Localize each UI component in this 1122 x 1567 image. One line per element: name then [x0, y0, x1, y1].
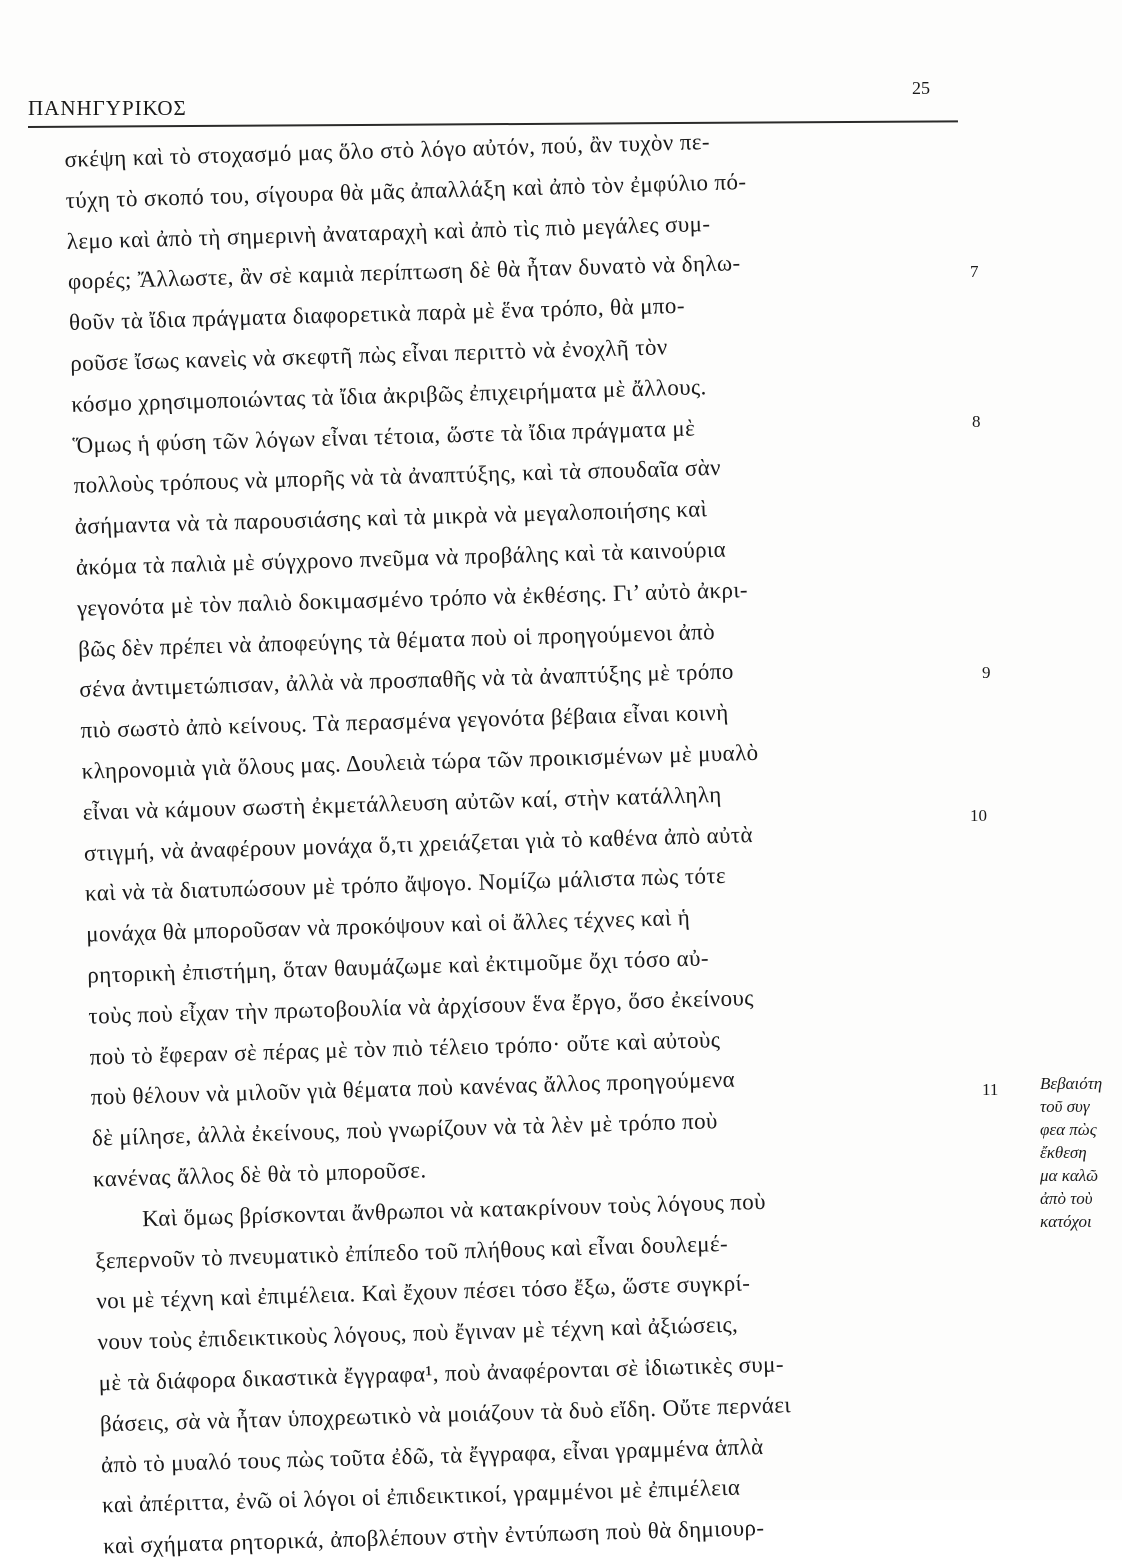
section-number: 11: [982, 1080, 999, 1099]
text-line: λεμο καὶ ἀπὸ τὴ σημερινὴ ἀναταραχὴ καὶ ἀπὸ τὶς πιὸ μεγάλες συμ-: [66, 210, 711, 254]
text-line: νοι μὲ τέχνη καὶ ἐπιμέλεια. Καὶ ἔχουν πέσει τόσο ἔξω, ὥστε συγκρί-: [96, 1270, 751, 1314]
text-line: ρητορικὴ ἐπιστήμη, ὅταν θαυμάζωμε καὶ ἐκτιμοῦμε ὄχι τόσο αὐ-: [86, 945, 710, 988]
text-line: εἶναι νὰ κάμουν σωστὴ ἐκμετάλλευση αὐτῶν καί, στὴν κατάλληλη: [82, 781, 722, 825]
text-line: κόσμο χρησιμοποιώντας τὰ ἴδια ἀκριβῶς ἐπιχειρήματα μὲ ἄλλους.: [71, 373, 707, 417]
text-line: βῶς δὲν πρέπει νὰ ἀποφεύγης τὰ θέματα ποὺ οἱ προηγούμενοι ἀπὸ: [77, 618, 716, 662]
margin-note-line: φεα πὼς: [1040, 1120, 1097, 1139]
margin-note-line: ἀπὸ τοὺ: [1040, 1189, 1093, 1208]
text-line: τοὺς ποὺ εἶχαν τὴν πρωτοβουλία νὰ ἀρχίσουν ἕνα ἔργο, ὅσο ἐκείνους: [88, 984, 755, 1029]
text-line: στιγμή, νὰ ἀναφέρουν μονάχα ὅ,τι χρειάζεται γιὰ τὸ καθένα ἀπὸ αὐτὰ: [83, 821, 754, 866]
section-number: 9: [982, 663, 991, 682]
body-text: [64, 115, 1014, 1567]
margin-note-line: Βεβαιότη: [1040, 1074, 1103, 1093]
section-number: 10: [970, 806, 987, 825]
text-line: μὲ τὰ διάφορα δικαστικὰ ἔγγραφα¹, ποὺ ἀναφέρονται σὲ ἰδιωτικὲς συμ-: [98, 1351, 785, 1396]
text-line: γεγονότα μὲ τὸν παλιὸ δοκιμασμένο τρόπο νὰ ἐκθέσης. Γι’ αὐτὸ ἀκρι-: [76, 576, 749, 621]
text-line: πολλοὺς τρόπους νὰ μπορῆς νὰ τὰ ἀναπτύξης, καὶ τὰ σπουδαῖα σὰν: [73, 455, 722, 499]
text-line: καὶ σχήματα ρητορικά, ἀποβλέπουν στὴν ἐντύπωση ποὺ θὰ δημιουρ-: [102, 1515, 765, 1559]
text-line: νουν τοὺς ἐπιδεικτικοὺς λόγους, ποὺ ἔγιναν μὲ τέχνη καὶ ἀξιώσεις,: [97, 1311, 739, 1355]
margin-note: [1040, 1072, 1122, 1233]
text-line: ροῦσε ἴσως κανεὶς νὰ σκεφτῆ πὼς εἶναι περιττὸ νὰ ἐνοχλῆ τὸν: [69, 334, 668, 376]
text-line: Ὅμως ἡ φύση τῶν λόγων εἶναι τέτοια, ὥστε τὰ ἴδια πράγματα μὲ: [72, 415, 696, 458]
text-line: ἀπὸ τὸ μυαλό τους πὼς τοῦτα ἐδῶ, τὰ ἔγγραφα, εἶναι γραμμένα ἁπλὰ: [100, 1433, 764, 1477]
text-line: ποὺ τὸ ἔφεραν σὲ πέρας μὲ τὸν πιὸ τέλειο τρόπο· οὔτε καὶ αὐτοὺς: [89, 1026, 721, 1070]
running-title: ΠΑΝΗΓΥΡΙΚΟΣ: [28, 96, 187, 120]
text-line: σκέψη καὶ τὸ στοχασμό μας ὅλο στὸ λόγο αὐτόν, πού, ἂν τυχὸν πε-: [64, 128, 711, 172]
text-line: ποὺ θέλουν νὰ μιλοῦν γιὰ θέματα ποὺ κανένας ἄλλος προηγούμενα: [90, 1066, 736, 1110]
text-line: βάσεις, σὰ νὰ ἦταν ὑποχρεωτικὸ νὰ μοιάζουν τὰ δυὸ εἴδη. Οὔτε περνάει: [99, 1391, 792, 1437]
margin-note-line: κατόχοι: [1040, 1212, 1092, 1231]
text-line: δὲ μίλησε, ἀλλὰ ἐκείνους, ποὺ γνωρίζουν νὰ τὰ λὲν μὲ τρόπο ποὺ: [91, 1108, 719, 1151]
page-number: 25: [912, 78, 930, 98]
text-line: πιὸ σωστὸ ἀπὸ κείνους. Τὰ περασμένα γεγονότα βέβαια εἶναι κοινὴ: [80, 699, 729, 743]
section-number: 8: [972, 412, 981, 431]
text-line: ἀκόμα τὰ παλιὰ μὲ σύγχρονο πνεῦμα νὰ προβάλης καὶ τὰ καινούρια: [75, 536, 727, 580]
text-line: κληρονομιὰ γιὰ ὅλους μας. Δουλειὰ τώρα τῶν προικισμένων μὲ μυαλὸ: [81, 739, 759, 784]
text-line: καὶ νὰ τὰ διατυπώσουν μὲ τρόπο ἄψογο. Νομίζω μάλιστα πὼς τότε: [84, 863, 727, 907]
text-line: καὶ ἀπέριττα, ἐνῶ οἱ λόγοι οἱ ἐπιδεικτικοί, γραμμένοι μὲ ἐπιμέλεια: [101, 1474, 741, 1518]
section-number: 7: [970, 262, 979, 281]
text-line: σένα ἀντιμετώπισαν, ἀλλὰ νὰ προσπαθῆς νὰ τὰ ἀναπτύξης μὲ τρόπο: [79, 658, 735, 703]
text-line: κανένας ἄλλος δὲ θὰ τὸ μποροῦσε.: [92, 1157, 427, 1192]
margin-note-line: ἔκθεση: [1040, 1143, 1087, 1162]
text-line: μονάχα θὰ μποροῦσαν νὰ προκόψουν καὶ οἱ ἄλλες τέχνες καὶ ἡ: [85, 904, 691, 947]
margin-note-line: μα καλῶ: [1040, 1166, 1099, 1185]
text-line: τύχη τὸ σκοπό του, σίγουρα θὰ μᾶς ἀπαλλάξη καὶ ἀπὸ τὸν ἐμφύλιο πό-: [65, 168, 747, 213]
text-line: ἀσήμαντα νὰ τὰ παρουσιάσης καὶ τὰ μικρὰ νὰ μεγαλοποιήσης καὶ: [74, 496, 708, 540]
paragraph-start-line: Καὶ ὅμως βρίσκονται ἄνθρωποι νὰ κατακρίνουν τοὺς λόγους ποὺ: [141, 1188, 767, 1231]
margin-note-line: τοῦ συγ: [1040, 1097, 1090, 1116]
text-line: ξεπερνοῦν τὸ πνευματικὸ ἐπίπεδο τοῦ πλήθους καὶ εἶναι δουλεμέ-: [94, 1230, 729, 1274]
text-line: θοῦν τὰ ἴδια πράγματα διαφορετικὰ παρὰ μὲ ἕνα τρόπο, θὰ μπο-: [68, 292, 686, 336]
text-line: φορές; Ἄλλωστε, ἂν σὲ καμιὰ περίπτωση δὲ θὰ ἦταν δυνατὸ νὰ δηλω-: [67, 250, 741, 295]
